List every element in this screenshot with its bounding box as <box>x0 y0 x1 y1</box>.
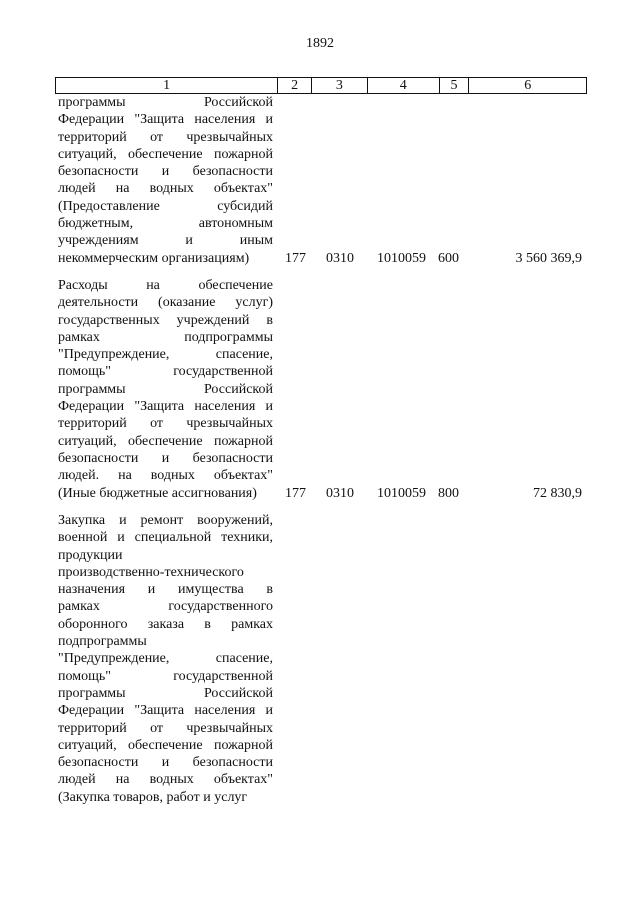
desc-line: территорий от чрезвычайных <box>58 129 273 145</box>
desc-line: территорий от чрезвычайных <box>58 416 273 432</box>
amount: 72 830,9 <box>533 485 582 501</box>
desc-line: ситуаций, обеспечение пожарной <box>58 146 273 162</box>
desc-line: ситуаций, обеспечение пожарной <box>58 433 273 449</box>
row-description <box>58 512 273 806</box>
desc-line: программы Российской <box>58 95 273 110</box>
desc-line: (Иные бюджетные ассигнования) <box>58 485 257 501</box>
desc-line: оборонного заказа в рамках <box>58 616 273 632</box>
desc-line: Федерации "Защита населения и <box>58 112 273 128</box>
ministry-code: 177 <box>285 250 306 266</box>
amount: 3 560 369,9 <box>515 250 582 266</box>
desc-line: людей на водных объектах" <box>58 181 273 197</box>
target-article-code: 1010059 <box>377 485 426 501</box>
desc-line: Закупка и ремонт вооружений, <box>58 513 273 528</box>
desc-line: государственных учреждений в <box>58 312 273 328</box>
desc-line: (Закупка товаров, работ и услуг <box>58 789 248 805</box>
page-number: 1892 <box>306 36 334 51</box>
header-col-4: 4 <box>367 78 439 93</box>
header-col-3: 3 <box>311 78 367 93</box>
header-col-1: 1 <box>163 78 171 93</box>
desc-line: программы Российской <box>58 381 273 397</box>
ministry-code: 177 <box>285 485 306 501</box>
desc-line: территорий от чрезвычайных <box>58 720 273 736</box>
desc-line: людей на водных объектах" <box>58 772 273 788</box>
desc-line: Федерации "Защита населения и <box>58 703 273 719</box>
desc-line: рамках подпрограммы <box>58 329 273 345</box>
desc-line: "Предупреждение, спасение, <box>58 651 273 667</box>
header-col-5: 5 <box>439 78 469 93</box>
desc-line: Федерации "Защита населения и <box>58 399 273 415</box>
desc-line: бюджетным, автономным <box>58 216 273 232</box>
desc-line: подпрограммы <box>58 634 147 650</box>
desc-line: Расходы на обеспечение <box>58 278 273 293</box>
desc-line: людей. на водных объектах" <box>58 468 273 484</box>
desc-line: военной и специальной техники, <box>58 530 273 546</box>
header-col-6: 6 <box>468 78 586 93</box>
row-description <box>58 94 273 267</box>
expense-type-code: 600 <box>438 250 459 266</box>
section-code: 0310 <box>326 250 354 266</box>
desc-line: учреждениям и иным <box>58 233 273 249</box>
table-header <box>55 77 587 94</box>
desc-line: рамках государственного <box>58 599 273 615</box>
target-article-code: 1010059 <box>377 250 426 266</box>
desc-line: помощь" государственной <box>58 668 273 684</box>
desc-line: (Предоставление субсидий <box>58 198 273 214</box>
desc-line: назначения и имущества в <box>58 582 273 598</box>
desc-line: деятельности (оказание услуг) <box>58 295 273 311</box>
desc-line: производственно-технического <box>58 564 244 580</box>
desc-line: безопасности и безопасности <box>58 755 273 771</box>
desc-line: безопасности и безопасности <box>58 450 273 466</box>
row-description <box>58 277 273 502</box>
desc-line: безопасности и безопасности <box>58 164 273 180</box>
desc-line: помощь" государственной <box>58 364 273 380</box>
desc-line: "Предупреждение, спасение, <box>58 347 273 363</box>
desc-line: продукции <box>58 547 123 563</box>
desc-line: программы Российской <box>58 685 273 701</box>
expense-type-code: 800 <box>438 485 459 501</box>
section-code: 0310 <box>326 485 354 501</box>
header-col-2: 2 <box>277 78 311 93</box>
desc-line: ситуаций, обеспечение пожарной <box>58 737 273 753</box>
desc-line: некоммерческим организациям) <box>58 250 250 266</box>
